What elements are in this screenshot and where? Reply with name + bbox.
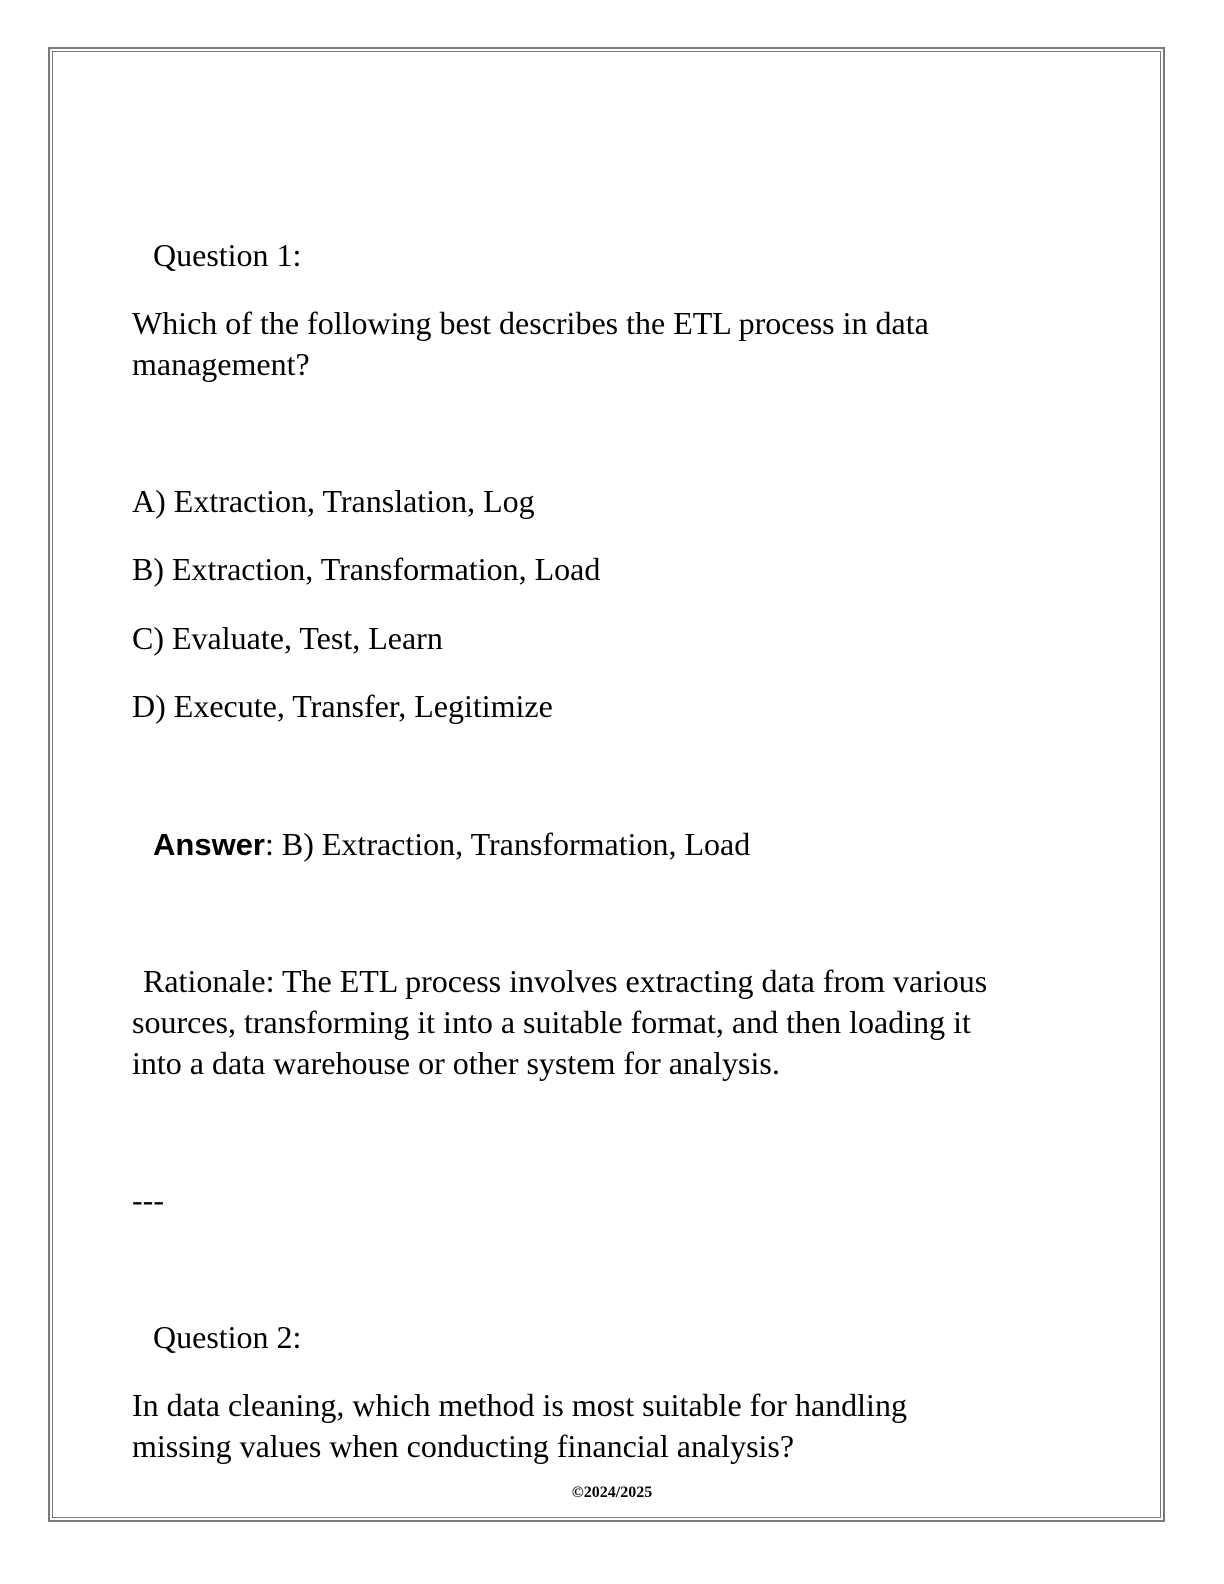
copyright-footer: ©2024/2025 — [571, 1484, 653, 1501]
question-1-option-b: B) Extraction, Transformation, Load — [132, 551, 601, 587]
answer-label: Answer — [153, 827, 265, 862]
question-1-rationale-line-1: Rationale: The ETL process involves extracting data from various — [143, 963, 988, 999]
answer-text: : B) Extraction, Transformation, Load — [264, 826, 751, 862]
question-1-rationale-line-2: sources, transforming it into a suitable format, and then loading it — [132, 1004, 971, 1040]
question-1-answer — [153, 824, 750, 865]
question-1-stem-line-1: Which of the following best describes the ETL process in data — [132, 305, 929, 341]
question-1-option-c: C) Evaluate, Test, Learn — [132, 620, 443, 656]
question-2-stem-line-2: missing values when conducting financial analysis? — [132, 1428, 795, 1464]
question-1-option-d: D) Execute, Transfer, Legitimize — [132, 688, 553, 724]
question-1-rationale-line-3: into a data warehouse or other system for analysis. — [132, 1045, 780, 1081]
question-1-stem-line-2: management? — [132, 346, 310, 382]
question-2-heading: Question 2: — [153, 1319, 302, 1355]
separator: --- — [132, 1182, 164, 1218]
question-2-stem-line-1: In data cleaning, which method is most suitable for handling — [132, 1387, 907, 1423]
question-1-option-a: A) Extraction, Translation, Log — [132, 483, 535, 519]
question-1-heading: Question 1: — [153, 237, 302, 273]
